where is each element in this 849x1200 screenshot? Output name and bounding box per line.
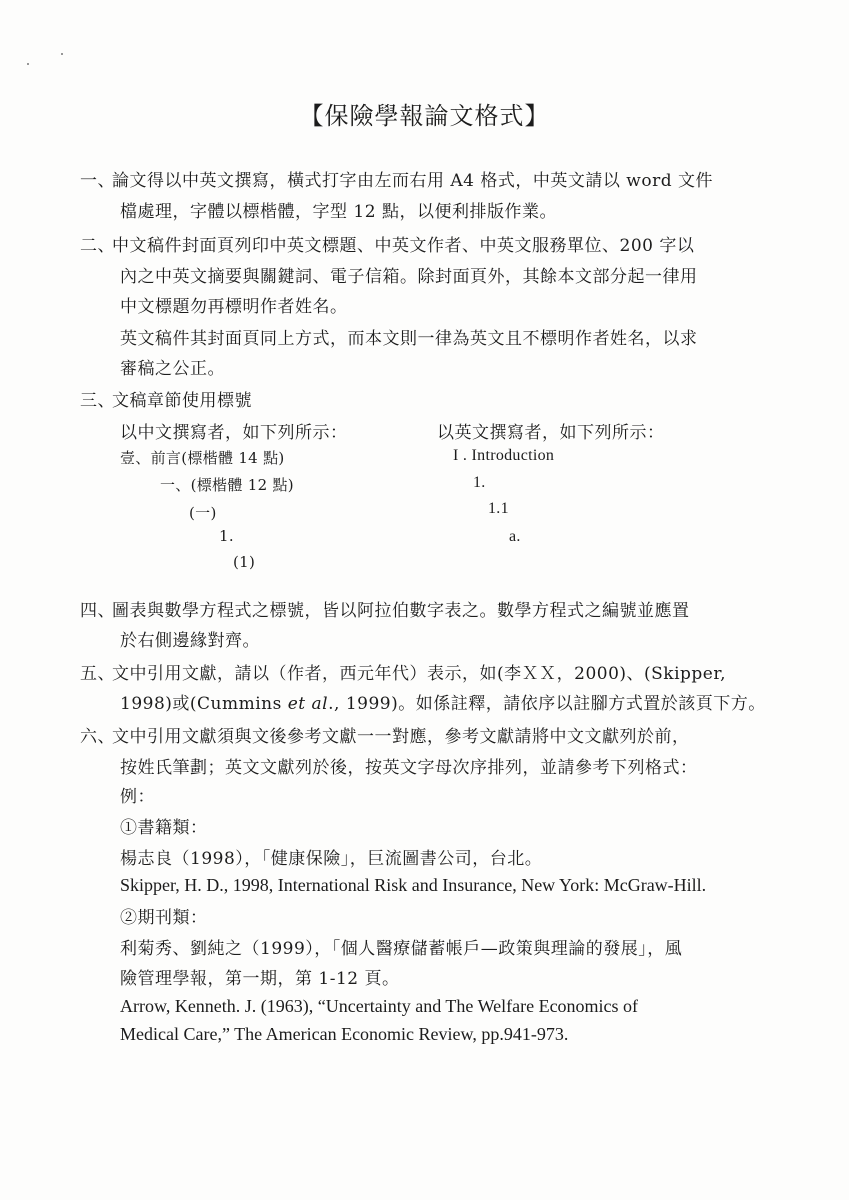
item-number-6: 六、 [80,727,115,747]
chinese-level-5: (1) [233,553,256,571]
item-5-line-2-end: ., 1999)。如係註釋，請依序以註腳方式置於該頁下方。 [328,694,766,714]
scan-speck [27,63,29,65]
item-1-line-1: 論文得以中英文撰寫，橫式打字由左而右用 A4 格式，中英文請以 word 文件 [112,171,714,191]
item-5-line-1: 文中引用文獻，請以（作者，西元年代）表示，如(李ＸＸ，2000)、(Skipper, [112,664,727,684]
scan-speck [61,53,63,55]
item-2-line-2: 內之中英文摘要與關鍵詞、電子信箱。除封面頁外，其餘本文部分起一律用 [120,267,698,287]
item-2-line-1: 中文稿件封面頁列印中英文標題、中英文作者、中英文服務單位、200 字以 [112,236,695,256]
item-number-2: 二、 [80,236,115,256]
item-2-line-3: 中文標題勿再標明作者姓名。 [120,297,348,317]
journal-reference-en-line-2: Medical Care,” The American Economic Review, pp.941-973. [120,1024,569,1044]
chinese-level-1: 壹、前言(標楷體 14 點) [120,449,285,467]
item-4-line-2: 於右側邊緣對齊。 [120,631,260,651]
item-4-line-1: 圖表與數學方程式之標號，皆以阿拉伯數字表之。數學方程式之編號並應置 [112,601,690,621]
journal-reference-en-line-1: Arrow, Kenneth. J. (1963), “Uncertainty and The Welfare Economics of [120,996,639,1016]
english-numbering-heading: 以英文撰寫者，如下列所示： [437,423,665,443]
book-reference-zh: 楊志良（1998），「健康保險」，巨流圖書公司，台北。 [120,849,543,869]
page-title: 【保險學報論文格式】 [299,102,550,130]
english-level-3: 1.1 [488,500,509,517]
chinese-level-4: 1. [219,527,234,545]
item-number-1: 一、 [80,171,115,191]
item-number-4: 四、 [80,601,115,621]
english-level-2: 1. [473,474,486,491]
journal-reference-zh-line-2: 險管理學報，第一期，第 1-12 頁。 [120,969,400,989]
journals-label: ②期刊類： [120,908,208,928]
books-label: ①書籍類： [120,818,208,838]
english-level-4: a. [509,528,521,545]
chinese-numbering-heading: 以中文撰寫者，如下列所示： [120,423,348,443]
item-2-line-5: 審稿之公正。 [120,359,225,379]
chinese-level-3: (一) [189,504,217,522]
item-6-line-2: 按姓氏筆劃；英文文獻列於後，按英文字母次序排列，並請參考下列格式： [120,758,698,778]
journal-reference-zh-line-1: 利菊秀、劉純之（1999），「個人醫療儲蓄帳戶—政策與理論的發展」，風 [120,939,683,959]
chinese-level-2: 一、(標楷體 12 點) [160,476,294,494]
item-5-line-2 [120,689,766,714]
item-2-line-4: 英文稿件其封面頁同上方式，而本文則一律為英文且不標明作者姓名，以求 [120,329,698,349]
item-number-3: 三、 [80,391,115,411]
item-6-line-3: 例： [120,787,155,807]
item-5-et-al: et al [287,694,329,714]
item-6-line-1: 文中引用文獻須與文後參考文獻一一對應，參考文獻請將中文文獻列於前， [112,727,690,747]
english-level-1: I . Introduction [453,447,555,464]
item-1-line-2: 檔處理，字體以標楷體，字型 12 點，以便利排版作業。 [120,202,557,222]
item-number-5: 五、 [80,664,115,684]
item-5-line-2-start: 1998)或(Cummins [120,694,288,714]
item-3-line-1: 文稿章節使用標號 [112,391,252,411]
book-reference-en: Skipper, H. D., 1998, International Risk and Insurance, New York: McGraw-Hill. [120,875,707,895]
